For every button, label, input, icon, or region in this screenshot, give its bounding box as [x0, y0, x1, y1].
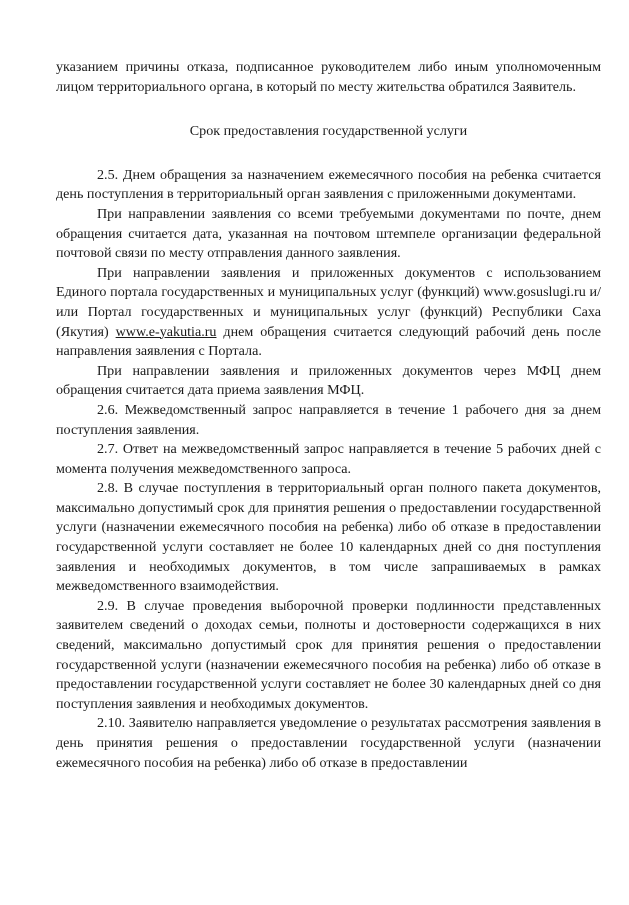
paragraph-portal: [56, 264, 601, 362]
paragraph-mfc: При направлении заявления и приложенных документов через МФЦ днем обращения считается дата приема заявления МФЦ.: [56, 362, 601, 399]
paragraph-2-5: 2.5. Днем обращения за назначением ежемесячного пособия на ребенка считается день поступления в территориальный орган заявления с приложенными документами.: [56, 166, 601, 203]
paragraph-2-6: 2.6. Межведомственный запрос направляется в течение 1 рабочего дня за днем поступления заявления.: [56, 401, 601, 438]
paragraph-mail: При направлении заявления со всеми требуемыми документами по почте, днем обращения считается дата, указанная на почтовом штемпеле организации федеральной почтовой связи по месту отправления данного заявления.: [56, 205, 601, 262]
e-yakutia-link[interactable]: www.e-yakutia.ru: [115, 323, 217, 340]
paragraph-2-9: 2.9. В случае проведения выборочной проверки подлинности представленных заявителем сведений о доходах семьи, полноты и достоверности содержащихся в них сведений, максимально допустимый срок для принятия решения о предоставлении государственной услуги (назначении ежемесячного пособия на ребенка) либо об отказе в предоставлении государственной услуги составляет не более 30 календарных дней со дня поступления заявления и необходимых документов.: [56, 597, 601, 712]
section-heading: Срок предоставления государственной услуги: [189, 123, 468, 140]
portal-text-after: днем обращения считается следующий рабочий день после направления заявления с Портала.: [56, 323, 601, 360]
paragraph-2-7: 2.7. Ответ на межведомственный запрос направляется в течение 5 рабочих дней с момента получения межведомственного запроса.: [56, 441, 601, 477]
intro-paragraph: указанием причины отказа, подписанное руководителем либо иным уполномоченным лицом территориального органа, в который по месту жительства обратился Заявитель.: [56, 59, 601, 95]
portal-text-before: При направлении заявления и приложенных документов с использованием Единого портала государственных и муниципальных услуг (функций) www.gosuslugi.ru и/или Портал государственных и муниципальных услуг (функций) Республики Саха (Якутия): [56, 264, 601, 340]
paragraph-2-8: 2.8. В случае поступления в территориальный орган полного пакета документов, максимально допустимый срок для принятия решения о предоставлении государственной услуги (назначении ежемесячного пособия на ребенка) либо об отказе в предоставлении государственной услуги составляет не более 10 календарных дней со дня поступления заявления и необходимых документов, в том числе запрашиваемых в рамках межведомственного взаимодействия.: [56, 480, 601, 595]
paragraph-2-10: 2.10. Заявителю направляется уведомление о результатах рассмотрения заявления в день принятия решения о предоставлении государственной услуги (назначении ежемесячного пособия на ребенка) либо об отказе в предоставлении: [56, 715, 601, 771]
